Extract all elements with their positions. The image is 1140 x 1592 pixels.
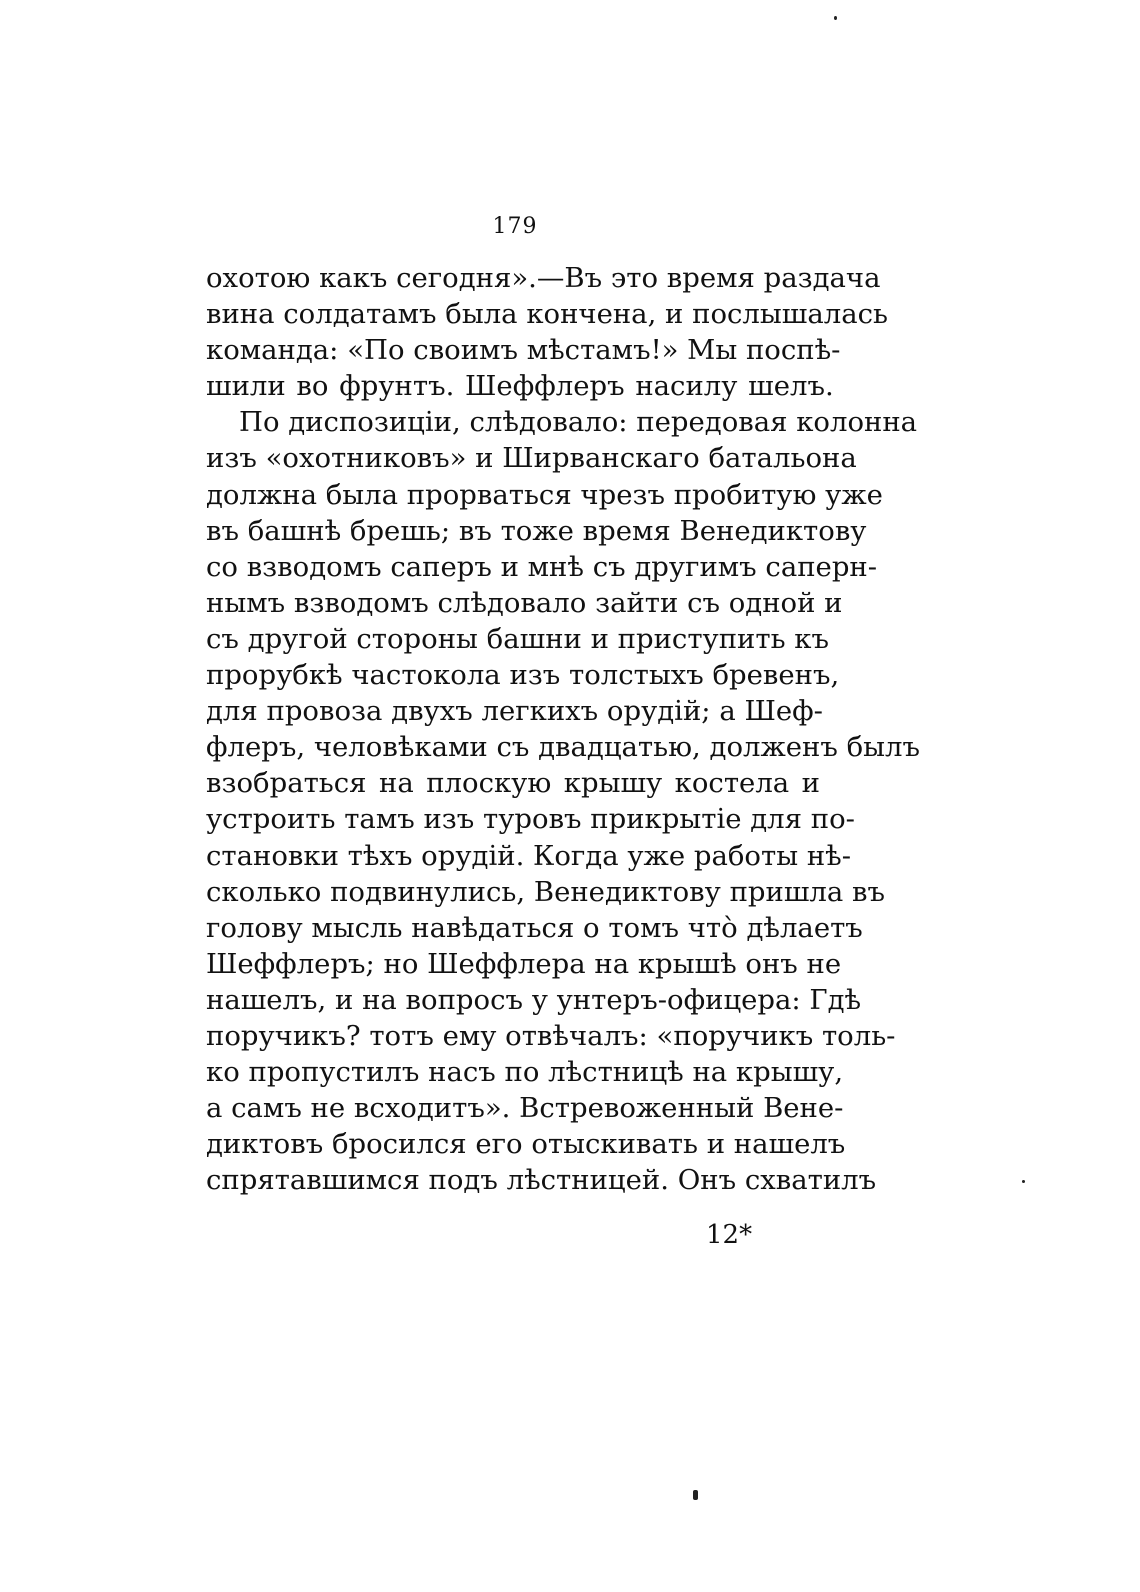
text-line: вина солдатамъ была кончена, и послышалась <box>206 298 888 331</box>
text-line: взобраться на плоскую крышу костела и <box>206 767 820 800</box>
text-line: нымъ взводомъ слѣдовало зайти съ одной и <box>206 586 843 619</box>
text-line: устроить тамъ изъ туровъ прикрытіе для по- <box>206 803 855 836</box>
text-line: въ башнѣ брешь; въ тоже время Венедиктову <box>206 514 867 547</box>
print-speck <box>834 16 837 20</box>
text-line-last: шили во фрунтъ. Шеффлеръ насилу шелъ. <box>206 370 834 403</box>
page-number: 179 <box>492 214 538 239</box>
text-line: нашелъ, и на вопросъ у унтеръ-офицера: Гдѣ <box>206 983 862 1016</box>
text-line: сколько подвинулись, Венедиктову пришла въ <box>206 875 885 908</box>
text-line: голову мысль навѣдаться о томъ что̀ дѣлаетъ <box>206 911 863 944</box>
text-line: прорубкѣ частокола изъ толстыхъ бревенъ, <box>206 659 840 692</box>
text-line: изъ «охотниковъ» и Ширванскаго батальона <box>206 442 857 475</box>
paragraph-start-line: По диспозиціи, слѣдовало: передовая колонна <box>239 406 918 439</box>
text-line: спрятавшимся подъ лѣстницей. Онъ схватилъ <box>206 1164 877 1197</box>
text-line: команда: «По своимъ мѣстамъ!» Мы поспѣ- <box>206 334 841 367</box>
text-line: со взводомъ саперъ и мнѣ съ другимъ саперн- <box>206 550 878 583</box>
text-line: должна была прорваться чрезъ пробитую уже <box>206 478 883 511</box>
text-line: становки тѣхъ орудій. Когда уже работы нѣ- <box>206 839 852 872</box>
text-line: охотою какъ сегодня».—Въ это время раздача <box>206 262 881 294</box>
text-line: диктовъ бросился его отыскивать и нашелъ <box>206 1128 846 1161</box>
text-line: а самъ не всходитъ». Встревоженный Вене- <box>206 1092 844 1125</box>
text-line: ко пропустилъ насъ по лѣстницѣ на крышу, <box>206 1056 844 1089</box>
print-speck <box>693 1490 698 1500</box>
text-line: флеръ, человѣками съ двадцатью, долженъ былъ <box>206 731 921 764</box>
print-speck <box>1022 1180 1025 1183</box>
text-line: для провоза двухъ легкихъ орудій; а Шеф- <box>206 695 823 728</box>
signature-mark: 12* <box>706 1220 753 1250</box>
text-line: Шеффлеръ; но Шеффлера на крышѣ онъ не <box>206 947 842 980</box>
body-text <box>206 260 921 1198</box>
text-line: поручикъ? тотъ ему отвѣчалъ: «поручикъ толь- <box>206 1019 896 1052</box>
text-line: съ другой стороны башни и приступить къ <box>206 622 829 655</box>
